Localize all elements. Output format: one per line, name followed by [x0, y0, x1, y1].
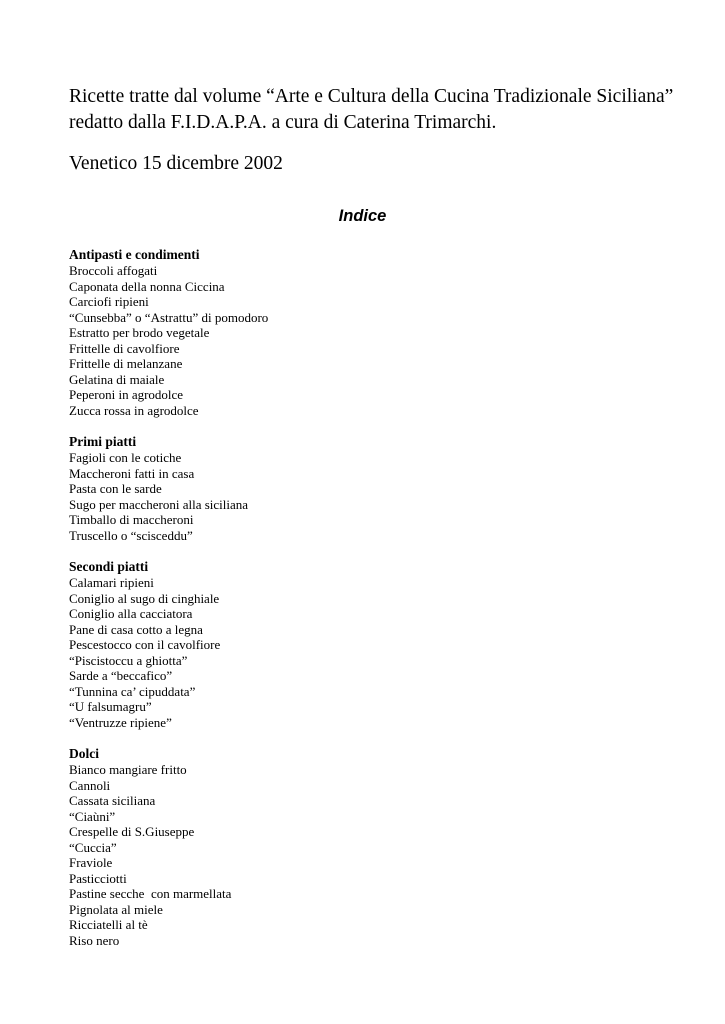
- recipe-item: Broccoli affogati: [69, 263, 158, 278]
- index-title: [0, 204, 725, 228]
- date-line: Venetico 15 dicembre 2002: [69, 153, 283, 174]
- section-antipasti: [69, 247, 669, 418]
- recipe-list: [69, 575, 669, 730]
- recipe-item: Frittelle di melanzane: [69, 356, 183, 371]
- recipe-list: [69, 450, 669, 543]
- recipe-item: Pane di casa cotto a legna: [69, 621, 203, 637]
- recipe-item: “Cunsebba” o “Astrattu” di pomodoro: [69, 309, 269, 325]
- recipe-item: “Piscistoccu a ghiotta”: [69, 652, 188, 668]
- recipe-item: Zucca rossa in agrodolce: [69, 402, 199, 418]
- recipe-item: “Ciaùni”: [69, 808, 116, 824]
- recipe-list: [69, 263, 669, 418]
- section-secondi: [69, 559, 669, 730]
- index-title-text: Indice: [338, 207, 387, 225]
- recipe-item: Carciofi ripieni: [69, 294, 149, 309]
- intro-paragraph: Ricette tratte dal volume “Arte e Cultura della Cucina Tradizionale Siciliana” redatto dalla F.I.D.A.P.A. a cura di Caterina Trimarchi.: [69, 86, 674, 133]
- recipe-item: Pignolata al miele: [69, 901, 163, 917]
- recipe-item: Fraviole: [69, 855, 113, 870]
- recipe-item: Sarde a “beccafico”: [69, 668, 173, 683]
- recipe-item: “U falsumagru”: [69, 699, 152, 714]
- recipe-item: Calamari ripieni: [69, 575, 154, 590]
- recipe-list: [69, 762, 669, 948]
- recipe-item: Cannoli: [69, 777, 111, 793]
- section-heading: Antipasti e condimenti: [69, 247, 200, 262]
- table-of-contents: [69, 247, 669, 964]
- recipe-item: Pescestocco con il cavolfiore: [69, 637, 221, 652]
- recipe-item: Pasticciotti: [69, 870, 127, 886]
- recipe-item: Ricciatelli al tè: [69, 917, 148, 932]
- recipe-item: Pastine secche con marmellata: [69, 886, 232, 901]
- recipe-item: Crespelle di S.Giuseppe: [69, 824, 195, 839]
- recipe-item: Frittelle di cavolfiore: [69, 340, 180, 356]
- recipe-item: Truscello o “scisceddu”: [69, 527, 193, 543]
- recipe-item: Fagioli con le cotiche: [69, 450, 182, 465]
- recipe-item: Timballo di maccheroni: [69, 512, 194, 527]
- recipe-item: Pasta con le sarde: [69, 481, 162, 496]
- recipe-item: “Tunnina ca’ cipuddata”: [69, 683, 196, 699]
- section-heading: Dolci: [69, 746, 99, 761]
- recipe-item: Peperoni in agrodolce: [69, 387, 184, 402]
- section-dolci: [69, 746, 669, 948]
- recipe-item: “Ventruzze ripiene”: [69, 714, 172, 730]
- recipe-item: Coniglio alla cacciatora: [69, 606, 193, 621]
- recipe-item: Estratto per brodo vegetale: [69, 325, 210, 340]
- recipe-item: Maccheroni fatti in casa: [69, 465, 195, 481]
- recipe-item: Riso nero: [69, 932, 120, 948]
- recipe-item: Coniglio al sugo di cinghiale: [69, 590, 220, 606]
- recipe-item: Caponata della nonna Ciccina: [69, 278, 225, 294]
- section-heading: Secondi piatti: [69, 559, 149, 574]
- recipe-item: Cassata siciliana: [69, 793, 156, 808]
- recipe-item: “Cuccia”: [69, 839, 117, 855]
- recipe-item: Sugo per maccheroni alla siciliana: [69, 496, 249, 512]
- section-heading: Primi piatti: [69, 434, 137, 449]
- recipe-item: Gelatina di maiale: [69, 371, 165, 387]
- section-primi: [69, 434, 669, 543]
- recipe-item: Bianco mangiare fritto: [69, 762, 187, 777]
